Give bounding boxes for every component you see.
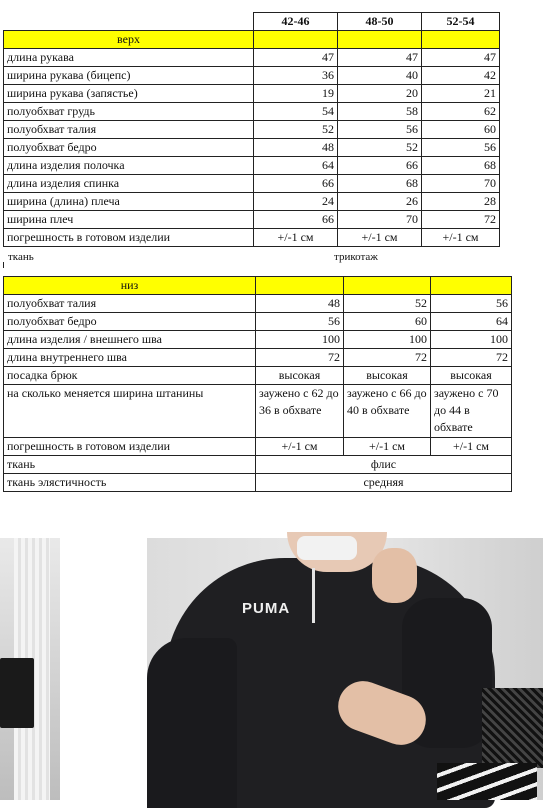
row-label: на сколько меняется ширина штанины [4,385,256,438]
cell: +/-1 см [431,438,512,456]
hoodie-sleeve [147,638,237,808]
row-label: погрешность в готовом изделии [4,438,256,456]
cell: 72 [256,349,344,367]
row-label: ткань элястичность [4,474,256,492]
table-row [4,295,512,313]
table-row [4,103,500,121]
table-row [4,49,500,67]
cell: 72 [422,211,500,229]
cell: 70 [422,175,500,193]
table-row [4,139,500,157]
cell: 56 [422,139,500,157]
chair [482,688,543,768]
cell: 48 [256,295,344,313]
table-row [4,211,500,229]
cropped-label: ткань [8,251,34,263]
cell: +/-1 см [254,229,338,247]
cell: 68 [338,175,422,193]
row-label: полуобхват талия [4,121,254,139]
table-row [4,157,500,175]
size-header: 48-50 [338,13,422,31]
cell: 62 [422,103,500,121]
cell: высокая [256,367,344,385]
cell: 52 [338,139,422,157]
cell: 66 [254,175,338,193]
table-row [4,349,512,367]
striped-garment [437,763,537,800]
row-label: полуобхват талия [4,295,256,313]
cell: 19 [254,85,338,103]
cell: 47 [422,49,500,67]
cell: 100 [431,331,512,349]
bottom-size-table [3,276,512,492]
row-label: полуобхват бедро [4,139,254,157]
table-row [4,175,500,193]
merged-cell: средняя [256,474,512,492]
row-label: длина внутреннего шва [4,349,256,367]
model-photo [147,538,543,800]
cell: 100 [344,331,431,349]
row-label: ширина рукава (бицепс) [4,67,254,85]
cropped-row [3,251,500,268]
cell: 56 [256,313,344,331]
cell: +/-1 см [256,438,344,456]
cell: зауженo с 62 до 36 в обхвате [256,385,344,438]
cell: 36 [254,67,338,85]
cell: 52 [344,295,431,313]
row-label: полуобхват грудь [4,103,254,121]
section-row-bottom [4,277,512,295]
row-label: ширина (длина) плеча [4,193,254,211]
cell: 68 [422,157,500,175]
cell: +/-1 см [338,229,422,247]
cell: 72 [344,349,431,367]
cell: заужено с 66 до 40 в обхвате [344,385,431,438]
size-header: 42-46 [254,13,338,31]
row-label: погрешность в готовом изделии [4,229,254,247]
table-row [4,313,512,331]
cell: 48 [254,139,338,157]
size-header: 52-54 [422,13,500,31]
cell: 58 [338,103,422,121]
row-label: длина изделия / внешнего шва [4,331,256,349]
table-row [4,331,512,349]
chair [0,658,34,728]
cell: +/-1 см [344,438,431,456]
cell: 47 [338,49,422,67]
table-row [4,85,500,103]
cell: 42 [422,67,500,85]
cropped-value: трикотаж [334,251,378,263]
section-label: низ [4,277,256,295]
row-label: длина изделия полочка [4,157,254,175]
row-label: ширина рукава (запястье) [4,85,254,103]
table-row [4,121,500,139]
row-label: длина изделия спинка [4,175,254,193]
size-header-row [4,13,500,31]
table-row [4,367,512,385]
cell: 24 [254,193,338,211]
table-row [4,438,512,456]
table-row [4,385,512,438]
cell: 26 [338,193,422,211]
cell: 60 [422,121,500,139]
cell: 28 [422,193,500,211]
cell: 100 [256,331,344,349]
merged-cell: флис [256,456,512,474]
table-row [4,456,512,474]
cell: 66 [254,211,338,229]
cell: 60 [344,313,431,331]
cell: 54 [254,103,338,121]
table-row [4,474,512,492]
cell: 56 [338,121,422,139]
top-size-table [3,12,500,247]
table-row [4,193,500,211]
drawstring [312,568,315,623]
cell: 64 [431,313,512,331]
hand [372,548,417,603]
row-label: полуобхват бедро [4,313,256,331]
row-label: посадка брюк [4,367,256,385]
section-label: верх [4,31,254,49]
row-label: длина рукава [4,49,254,67]
cell: 40 [338,67,422,85]
table-row [4,67,500,85]
section-row-top [4,31,500,49]
cell: 56 [431,295,512,313]
cell: +/-1 см [422,229,500,247]
cell: 21 [422,85,500,103]
header-empty-cell [4,13,254,31]
row-label: ширина плеч [4,211,254,229]
cell: высокая [431,367,512,385]
cell: высокая [344,367,431,385]
brand-logo: PUMA [242,600,291,617]
phone [297,536,357,560]
cell: заужено с 70 до 44 в обхвате [431,385,512,438]
cell: 72 [431,349,512,367]
row-label: ткань [4,456,256,474]
cell: 52 [254,121,338,139]
cell: 20 [338,85,422,103]
cell: 47 [254,49,338,67]
table-row [4,229,500,247]
room-photo [0,538,60,800]
cell: 66 [338,157,422,175]
cell: 70 [338,211,422,229]
cell: 64 [254,157,338,175]
